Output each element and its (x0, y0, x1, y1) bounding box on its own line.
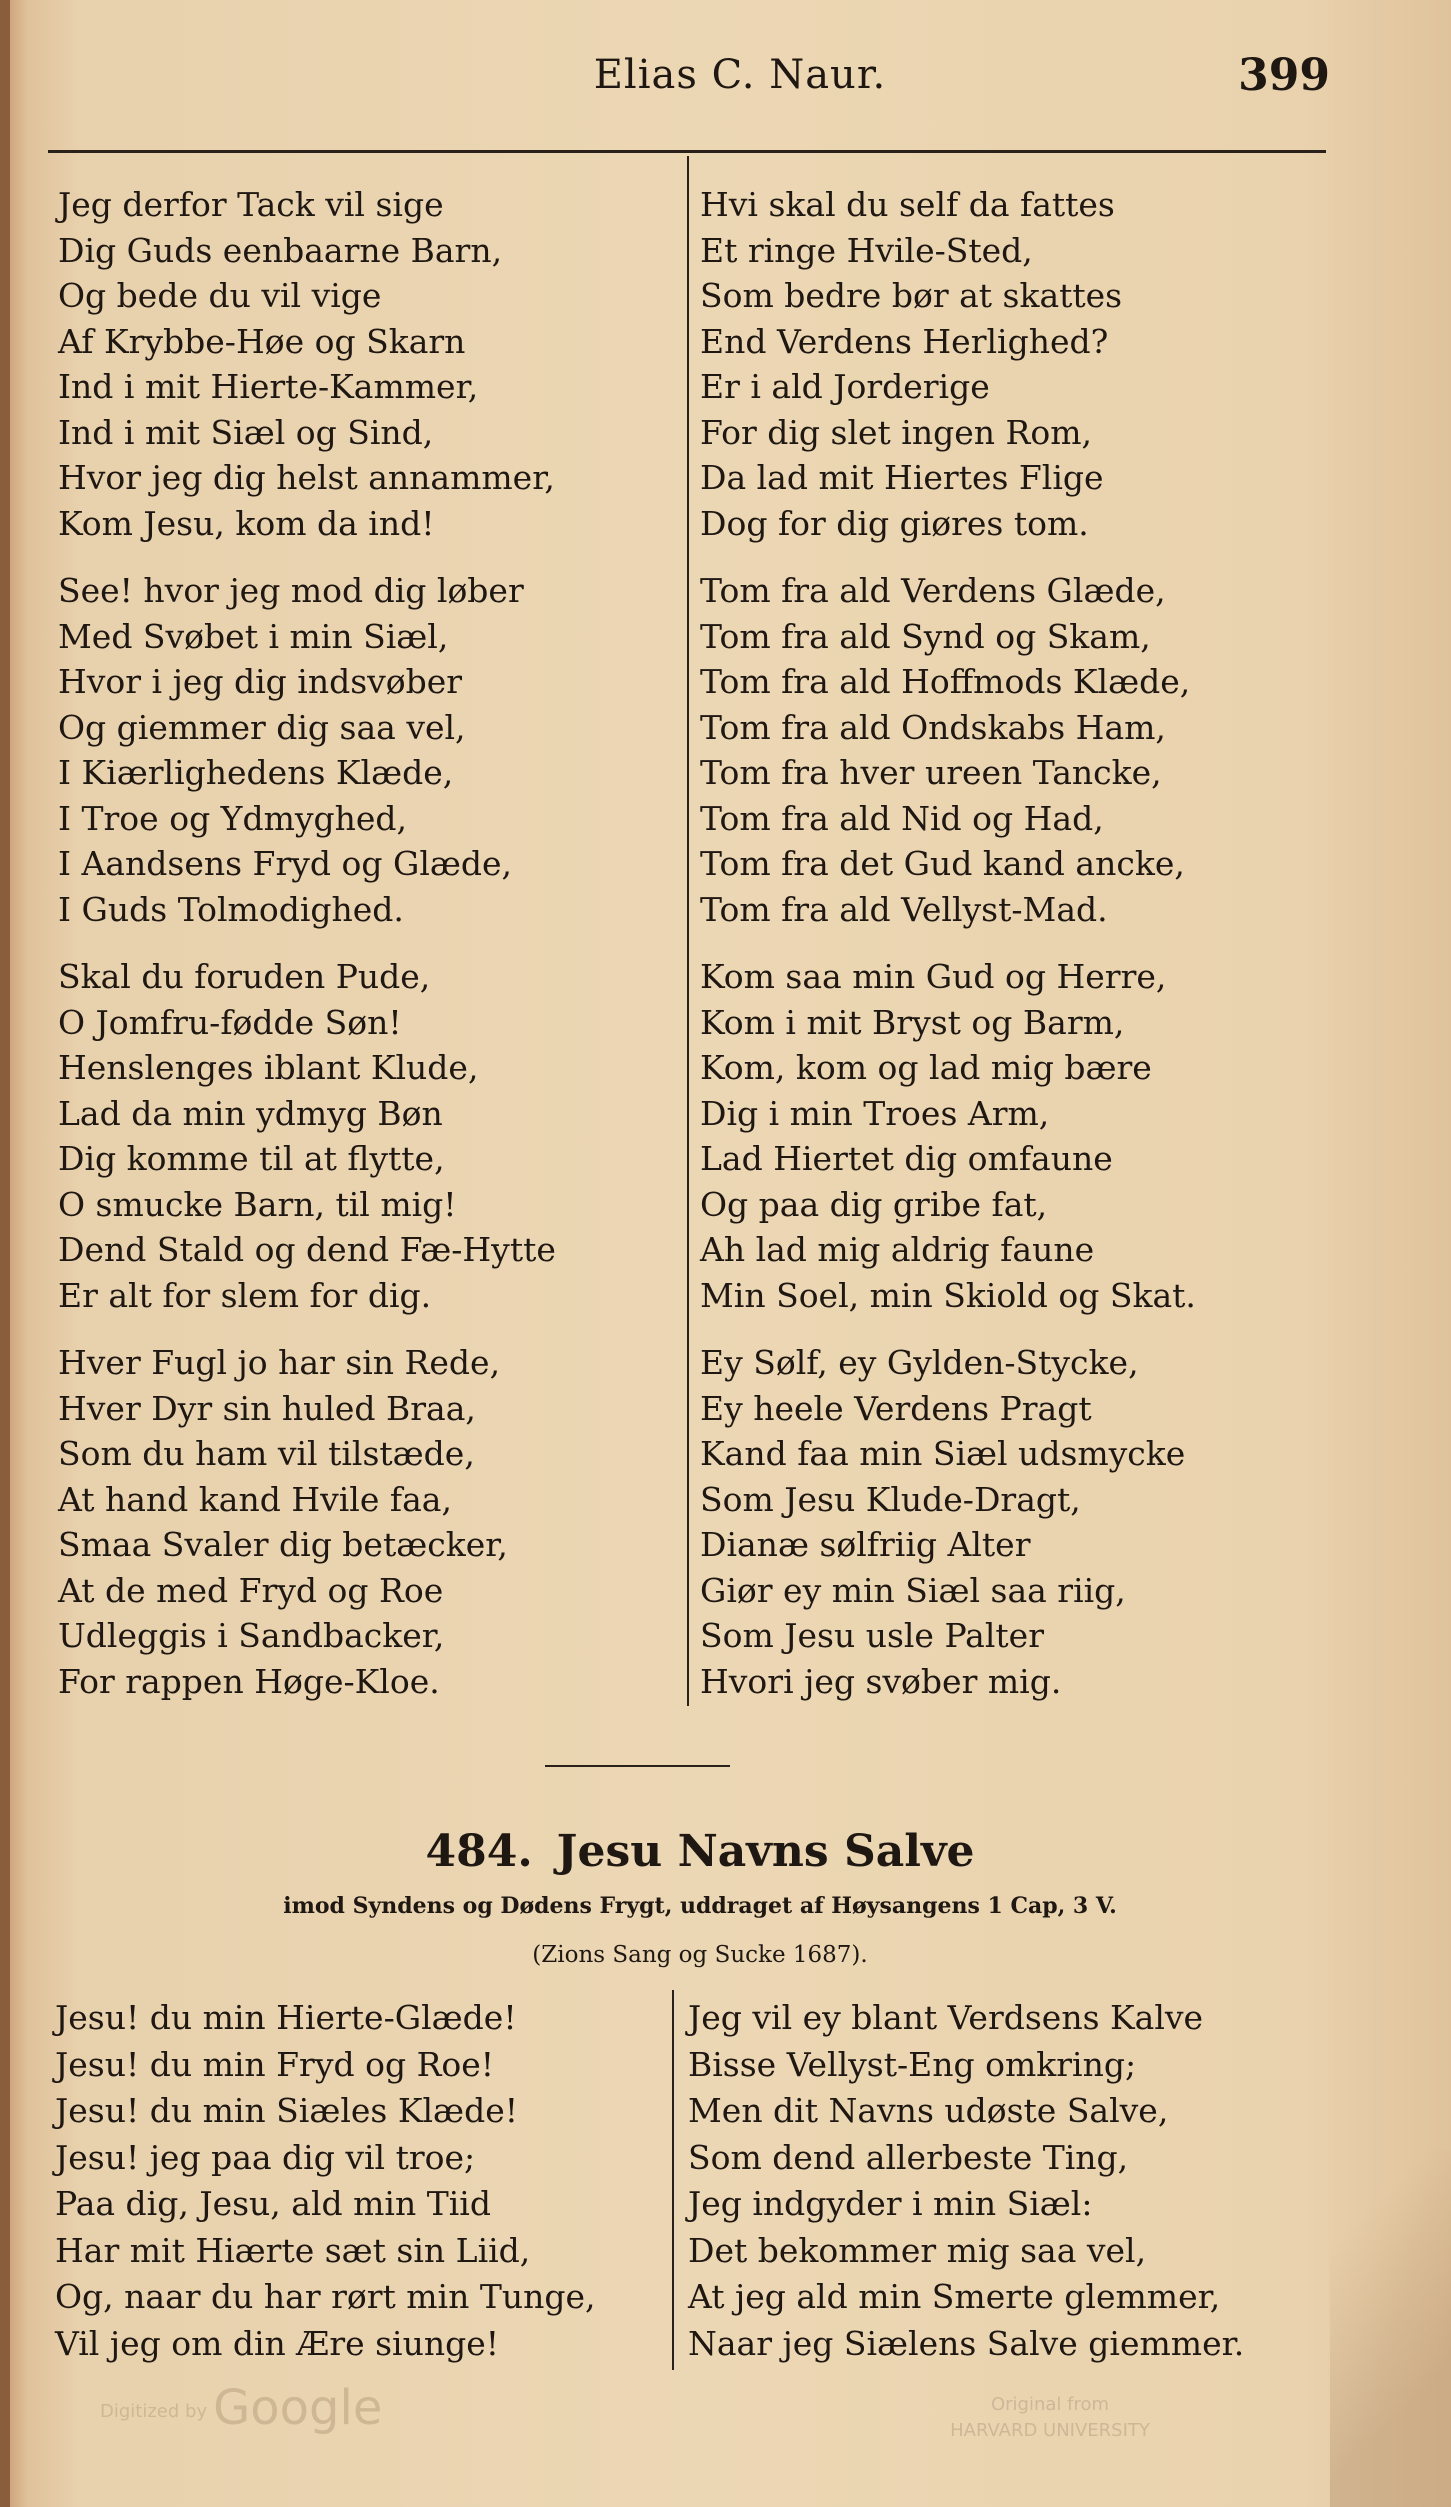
verse-line: Bisse Vellyst-Eng omkring; (688, 2044, 1137, 2084)
verse-line: End Verdens Herlighed? (700, 321, 1109, 361)
right-column (700, 182, 1330, 1726)
verse-line: I Aandsens Fryd og Glæde, (58, 844, 513, 883)
verse-line: Ey heele Verdens Pragt (700, 1388, 1092, 1428)
verse-line: Jeg derfor Tack vil sige (58, 185, 444, 224)
verse-line: Tom fra hver ureen Tancke, (700, 753, 1162, 792)
verse-line: Kom i mit Bryst og Barm, (700, 1002, 1125, 1042)
verse-line: Dig i min Troes Arm, (700, 1093, 1050, 1133)
verse-line: Tom fra det Gud kand ancke, (700, 844, 1185, 883)
verse-line: Og bede du vil vige (58, 276, 382, 315)
watermark-logo: Google (213, 2380, 383, 2436)
hymn-right-column (688, 1995, 1328, 2367)
section-divider (545, 1765, 730, 1767)
column-divider (687, 156, 689, 1706)
stanza (700, 182, 1330, 546)
stanza (700, 1340, 1330, 1704)
verse-line: Som Jesu usle Palter (700, 1616, 1044, 1655)
verse-line: Hvor i jeg dig indsvøber (58, 662, 463, 701)
verse-line: Dianæ sølfriig Alter (700, 1525, 1031, 1564)
verse-line: Et ringe Hvile-Sted, (700, 230, 1033, 270)
verse-line: Da lad mit Hiertes Flige (700, 458, 1104, 497)
stanza (700, 954, 1330, 1318)
verse-line: At hand kand Hvile faa, (58, 1479, 452, 1519)
verse-line: Jeg vil ey blant Verdsens Kalve (688, 1998, 1204, 2037)
verse-line: Tom fra ald Verdens Glæde, (700, 571, 1166, 610)
watermark-caption: Digitized by (100, 2400, 208, 2422)
verse-line: At jeg ald min Smerte glemmer, (688, 2277, 1221, 2316)
stanza (700, 568, 1330, 932)
verse-line: For dig slet ingen Rom, (700, 412, 1092, 452)
verse-line: I Kiærlighedens Klæde, (58, 753, 454, 792)
verse-line: O smucke Barn, til mig! (58, 1184, 457, 1224)
verse-line: Kom saa min Gud og Herre, (700, 957, 1167, 996)
verse-line: Jesu! du min Hierte-Glæde! (55, 1998, 517, 2037)
verse-line: Tom fra ald Ondskabs Ham, (700, 707, 1166, 747)
verse-line: Jesu! du min Fryd og Roe! (55, 2044, 495, 2084)
verse-line: Lad Hiertet dig omfaune (700, 1139, 1113, 1178)
hymn-source: (Zions Sang og Sucke 1687). (532, 1942, 868, 1968)
hymn-left-column (55, 1995, 655, 2367)
verse-line: See! hvor jeg mod dig løber (58, 571, 524, 610)
hymn-subtitle: imod Syndens og Dødens Frygt, uddraget af Høysangens 1 Cap, 3 V. (283, 1893, 1117, 1919)
watermark-line: Original from (990, 2394, 1110, 2415)
stanza (58, 1340, 668, 1704)
verse-line: Ey Sølf, ey Gylden-Stycke, (700, 1343, 1139, 1382)
verse-line: Hver Dyr sin huled Braa, (58, 1388, 476, 1428)
google-watermark (100, 2380, 440, 2436)
stanza (58, 182, 668, 546)
verse-line: Som dend allerbeste Ting, (688, 2137, 1129, 2177)
verse-line: I Guds Tolmodighed. (58, 889, 404, 929)
verse-line: At de med Fryd og Roe (58, 1570, 444, 1610)
verse-line: Hvori jeg svøber mig. (700, 1661, 1062, 1701)
verse-line: Og paa dig gribe fat, (700, 1184, 1048, 1224)
verse-line: Som du ham vil tilstæde, (58, 1434, 475, 1473)
verse-line: Skal du foruden Pude, (58, 957, 431, 996)
verse-line: Dog for dig giøres tom. (700, 503, 1089, 543)
running-head: Elias C. Naur. (593, 52, 887, 98)
verse-line: Ind i mit Siæl og Sind, (58, 412, 434, 452)
verse-line: Kand faa min Siæl udsmycke (700, 1434, 1186, 1473)
verse-line: Dig Guds eenbaarne Barn, (58, 230, 503, 270)
verse-line: Som bedre bør at skattes (700, 276, 1123, 315)
verse-line: Jeg indgyder i min Siæl: (688, 2184, 1093, 2223)
verse-line: Dig komme til at flytte, (58, 1139, 445, 1178)
book-spine (0, 0, 10, 2507)
verse-line: Smaa Svaler dig betæcker, (58, 1525, 508, 1564)
library-watermark (900, 2392, 1200, 2444)
verse-line: Ah lad mig aldrig faune (700, 1230, 1095, 1269)
verse-line: Tom fra ald Synd og Skam, (700, 616, 1151, 656)
verse-line: Har mit Hiærte sæt sin Liid, (55, 2230, 531, 2270)
page-stain (1330, 2150, 1451, 2507)
verse-line: Og giemmer dig saa vel, (58, 707, 466, 747)
column-divider (672, 1990, 674, 2370)
header-rule (48, 150, 1326, 153)
verse-line: Vil jeg om din Ære siunge! (55, 2323, 500, 2363)
verse-line: Udleggis i Sandbacker, (58, 1616, 445, 1655)
verse-line: Men dit Navns udøste Salve, (688, 2091, 1169, 2130)
verse-line: Tom fra ald Nid og Had, (700, 798, 1104, 838)
stanza (58, 954, 668, 1318)
watermark-line: HARVARD UNIVERSITY (950, 2420, 1150, 2441)
verse-line: Og, naar du har rørt min Tunge, (55, 2277, 596, 2316)
verse-line: Tom fra ald Vellyst-Mad. (700, 889, 1108, 929)
verse-line: Kom Jesu, kom da ind! (58, 503, 435, 543)
verse-line: I Troe og Ydmyghed, (58, 798, 408, 838)
verse-line: Ind i mit Hierte-Kammer, (58, 367, 479, 406)
verse-line: Jesu! jeg paa dig vil troe; (55, 2137, 476, 2177)
verse-line: Dend Stald og dend Fæ-Hytte (58, 1230, 556, 1269)
verse-line: Er i ald Jorderige (700, 367, 990, 406)
verse-line: Som Jesu Klude-Dragt, (700, 1479, 1081, 1519)
verse-line: Tom fra ald Hoffmods Klæde, (700, 662, 1191, 701)
verse-line: Naar jeg Siælens Salve giemmer. (688, 2323, 1245, 2363)
verse-line: Paa dig, Jesu, ald min Tiid (55, 2184, 491, 2223)
hymn-number: 484. (425, 1826, 533, 1877)
verse-line: Det bekommer mig saa vel, (688, 2230, 1147, 2270)
page-number: 399 (1238, 50, 1330, 101)
hymn-title: Jesu Navns Salve (556, 1826, 975, 1877)
verse-line: Er alt for slem for dig. (58, 1275, 432, 1315)
hymn-heading (300, 1826, 1100, 1877)
verse-line: O Jomfru-fødde Søn! (58, 1002, 402, 1042)
verse-line: Lad da min ydmyg Bøn (58, 1093, 443, 1133)
verse-line: Kom, kom og lad mig bære (700, 1048, 1152, 1087)
verse-line: Hver Fugl jo har sin Rede, (58, 1343, 501, 1382)
verse-line: Min Soel, min Skiold og Skat. (700, 1275, 1196, 1315)
verse-line: Af Krybbe-Høe og Skarn (58, 321, 466, 361)
verse-line: Hvor jeg dig helst annammer, (58, 458, 555, 497)
verse-line: Henslenges iblant Klude, (58, 1048, 479, 1087)
verse-line: Jesu! du min Siæles Klæde! (55, 2091, 518, 2130)
verse-line: For rappen Høge-Kloe. (58, 1661, 440, 1701)
stanza (58, 568, 668, 932)
left-column (58, 182, 668, 1726)
verse-line: Giør ey min Siæl saa riig, (700, 1570, 1126, 1610)
verse-line: Med Svøbet i min Siæl, (58, 616, 449, 656)
verse-line: Hvi skal du self da fattes (700, 185, 1115, 224)
